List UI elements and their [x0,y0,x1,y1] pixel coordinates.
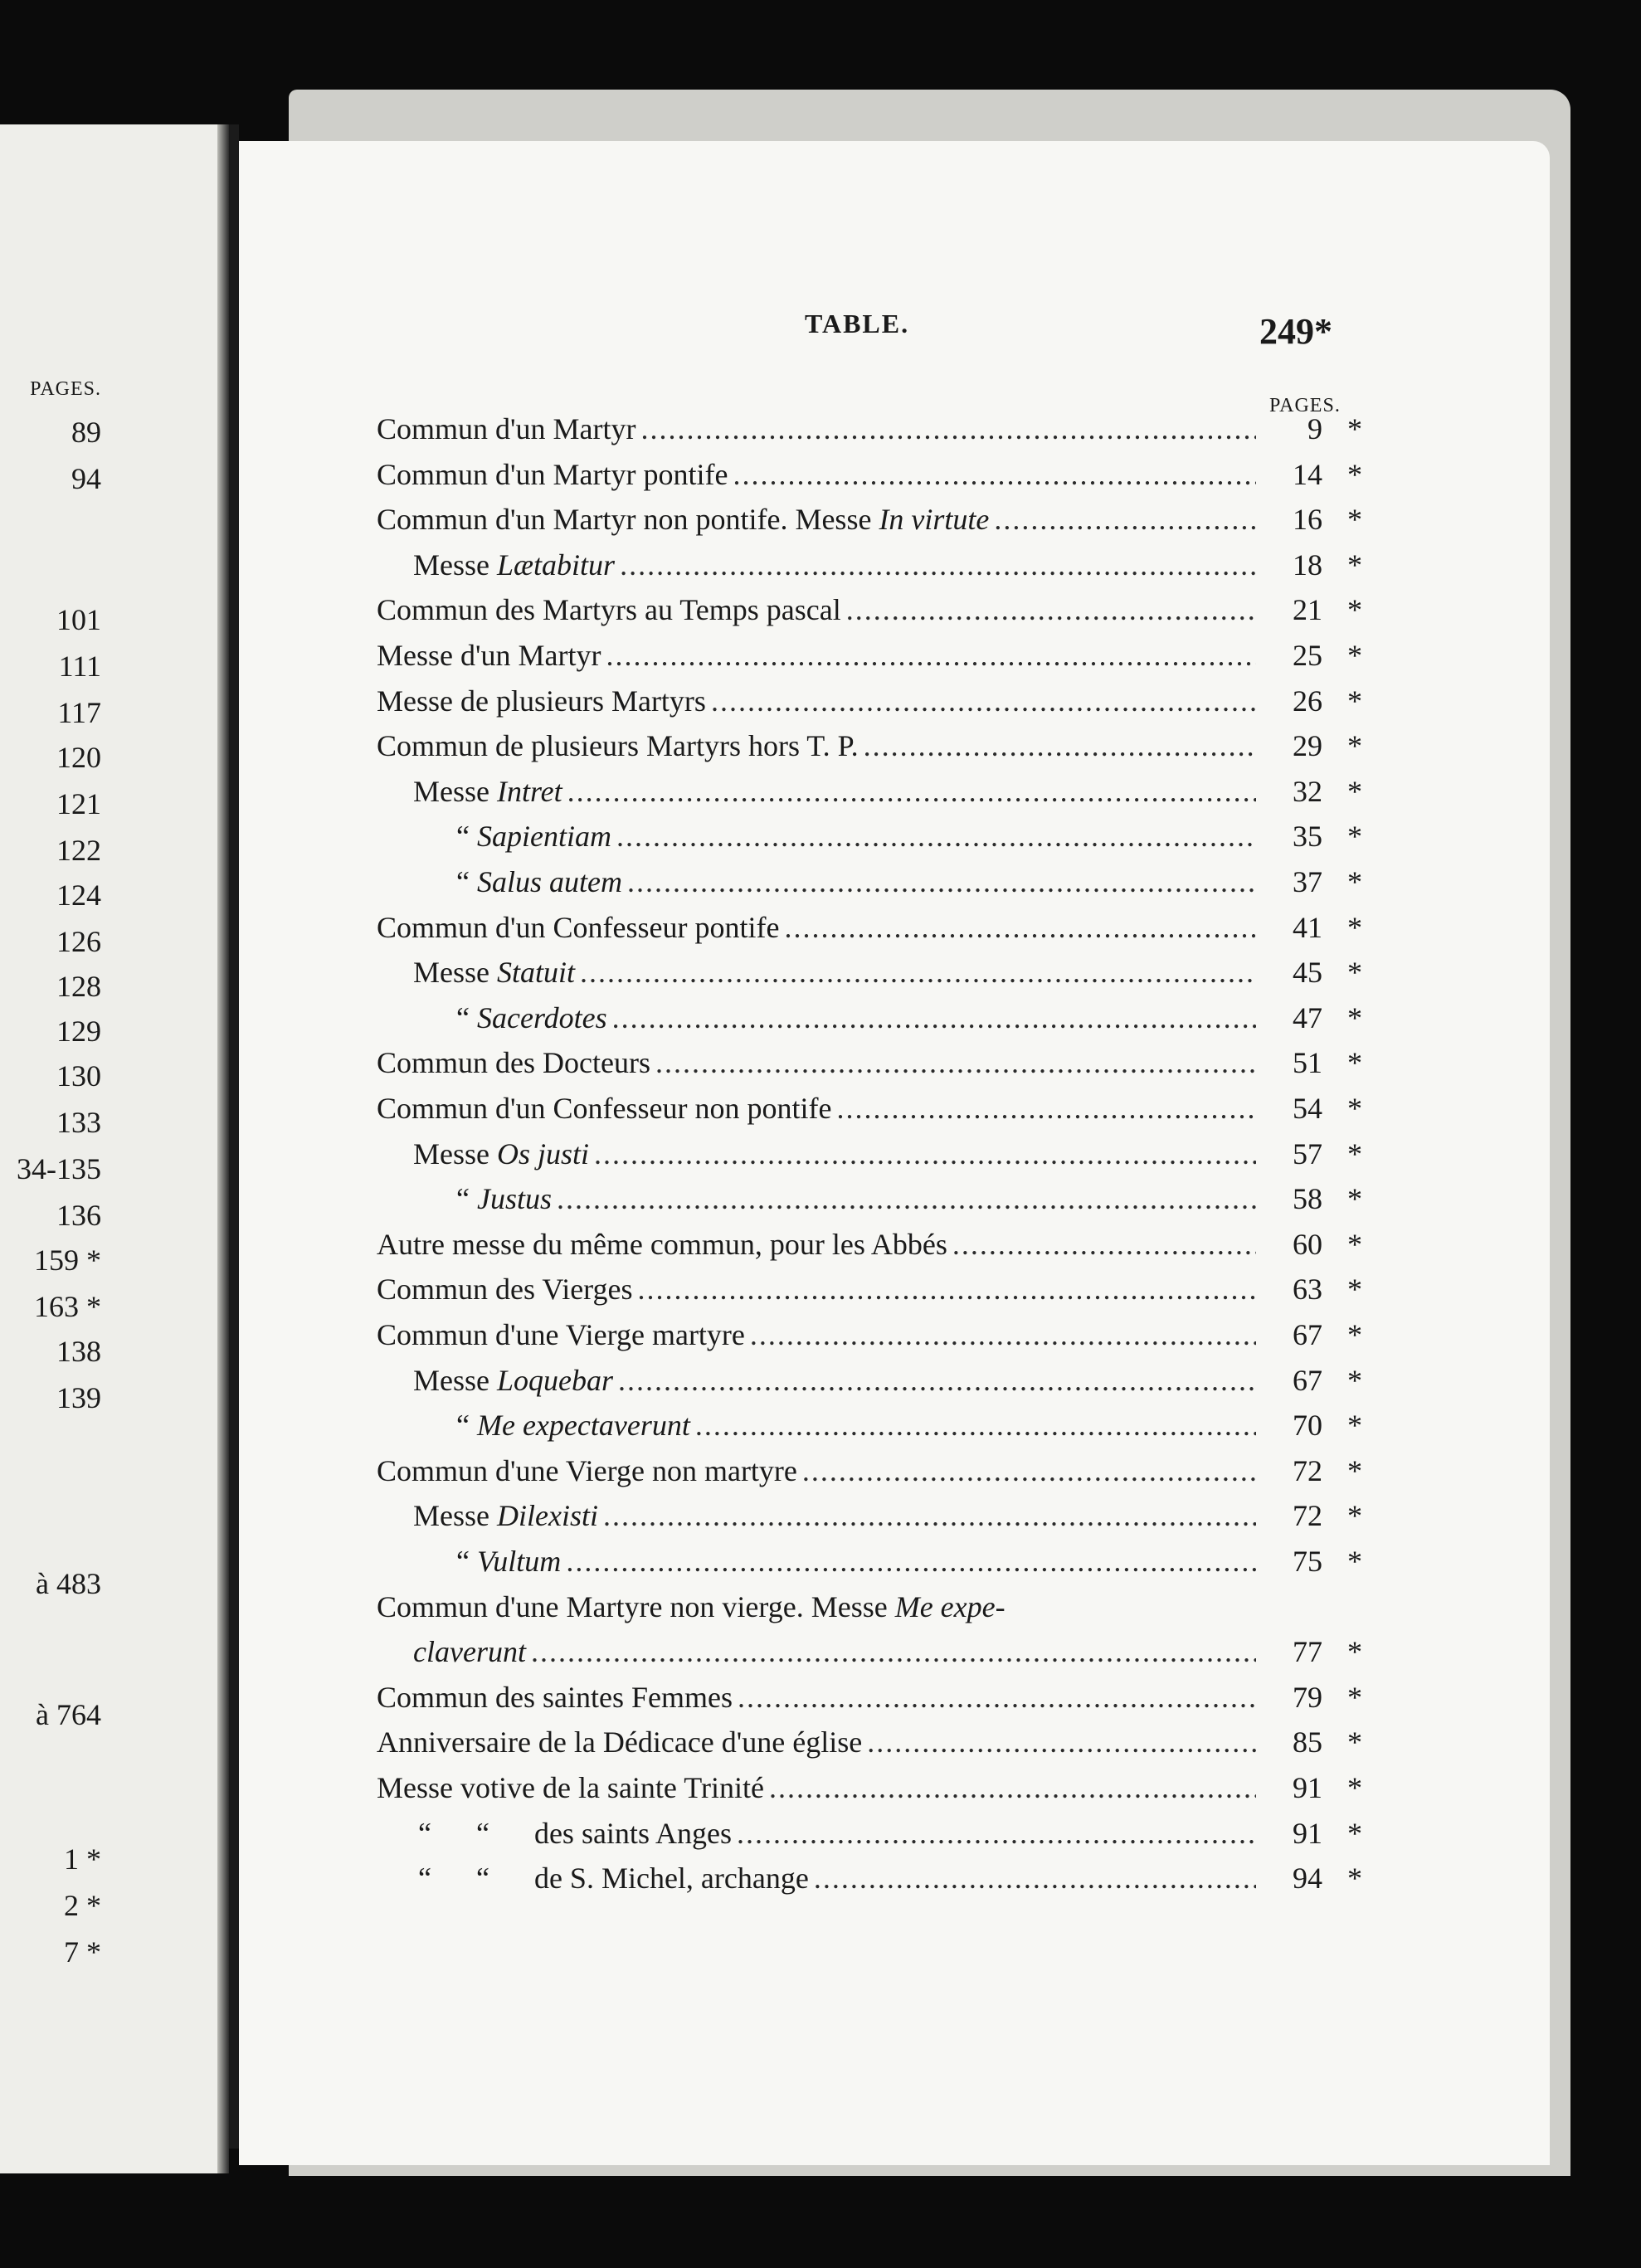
toc-page-number: 54 [1293,1092,1322,1125]
toc-entry [377,728,1372,771]
toc-entry-title [377,411,1256,446]
toc-entry [377,864,1372,908]
toc-page-number: 51 [1293,1046,1322,1080]
asterisk-marker: * [1347,639,1362,672]
toc-entry [377,910,1372,953]
asterisk-marker: * [1347,503,1362,537]
asterisk-marker: * [1347,1499,1362,1533]
toc-entry-title [377,1000,1256,1035]
dot-leader [603,1498,1256,1533]
asterisk-marker: * [1347,1092,1362,1125]
toc-entry [377,1861,1372,1904]
toc-page-number: 58 [1293,1182,1322,1216]
dot-leader [846,592,1256,627]
toc-entry-title [377,684,1256,718]
toc-entry [377,955,1372,998]
asterisk-marker: * [1347,1862,1362,1896]
toc-entry-text: “ [456,865,477,898]
toc-entry-title [377,1272,1256,1307]
toc-entry-title [377,1408,1256,1443]
left-page-number: 159 * [34,1244,101,1277]
left-page-number: 122 [56,834,101,867]
dot-leader [802,1453,1256,1488]
toc-entry-text: Messe [413,774,497,808]
toc-entry-title [377,1544,1256,1579]
toc-entry-text: Commun d'un Martyr non pontife. Messe [377,503,879,537]
toc-page-number: 67 [1293,1363,1322,1397]
toc-entry-italic: Statuit [497,956,576,990]
left-page-number: 126 [56,925,101,958]
toc-entry-text: “ “ des saints Anges [418,1816,732,1850]
toc-entry-title [377,955,1256,990]
asterisk-marker: * [1347,729,1362,763]
dot-leader [557,1181,1256,1216]
toc-entry-italic: Loquebar [497,1363,614,1397]
asterisk-marker: * [1347,593,1362,627]
dot-leader [594,1136,1256,1171]
asterisk-marker: * [1347,1816,1362,1850]
dot-leader [952,1227,1256,1262]
toc-page-number: 63 [1293,1273,1322,1307]
dot-leader [531,1634,1256,1669]
toc-entry-title [377,1861,1256,1896]
toc-page-number: 9 [1307,412,1322,445]
toc-entry-text: Commun d'un Martyr [377,412,636,445]
left-page-number: 2 * [64,1889,101,1922]
toc-entry [377,774,1372,817]
dot-leader [640,411,1256,446]
dot-leader [655,1045,1256,1080]
toc-entry-title [377,728,1256,763]
dot-leader [606,638,1256,673]
toc-entry-text: Autre messe du même commun, pour les Abbés [377,1227,947,1261]
toc-page-number: 35 [1293,820,1322,854]
toc-entry-text: “ [456,1409,477,1443]
toc-page-number: 85 [1293,1725,1322,1759]
toc-entry-text: Commun des Docteurs [377,1046,650,1080]
running-head: TABLE. [805,309,910,338]
asterisk-marker: * [1347,1409,1362,1443]
toc-entry [377,1680,1372,1723]
asterisk-marker: * [1347,1227,1362,1261]
toc-entry [377,1816,1372,1859]
toc-entry [377,1498,1372,1541]
dot-leader [733,457,1256,492]
toc-entry-italic: Lætabitur [497,548,616,582]
toc-entry-italic: Sapientiam [476,820,611,854]
asterisk-marker: * [1347,910,1362,944]
toc-entry-title [377,1725,1256,1759]
left-page-number: 34-135 [17,1152,101,1185]
left-page-number: 7 * [64,1935,101,1969]
toc-entry-title [377,1816,1256,1851]
asterisk-marker: * [1347,684,1362,718]
toc-page-number: 91 [1293,1771,1322,1804]
toc-page-number: 25 [1293,639,1322,672]
toc-entry-title [377,1317,1256,1352]
toc-entry-title [377,638,1256,673]
left-page-number: 121 [56,787,101,820]
toc-entry-text: Messe de plusieurs Martyrs [377,684,706,718]
toc-entry-title [377,1453,1256,1488]
left-page-number: 117 [57,696,101,729]
left-pages-label: PAGES. [30,378,101,400]
toc-entry-text: Anniversaire de la Dédicace d'une église [377,1725,863,1759]
toc-entry-title [377,819,1256,854]
toc-page-number: 75 [1293,1545,1322,1578]
toc-page-number: 14 [1293,457,1322,491]
toc-page-number: 29 [1293,729,1322,763]
toc-entry-title [377,1680,1256,1715]
toc-entry-text: “ [456,1182,477,1216]
toc-entry-text: Commun d'une Martyre non vierge. Messe [377,1589,895,1623]
toc-entry [377,1272,1372,1315]
toc-entry-text: “ “ de S. Michel, archange [418,1862,809,1896]
toc-entry [377,1408,1372,1451]
toc-entry-title [377,1589,1256,1624]
asterisk-marker: * [1347,1046,1362,1080]
dot-leader [994,502,1256,537]
toc-entry [377,1634,1372,1677]
toc-entry [377,1227,1372,1270]
left-page-number: 111 [58,650,101,683]
left-page-number: 128 [56,970,101,1003]
toc-entry [377,457,1372,500]
dot-leader [814,1861,1256,1896]
asterisk-marker: * [1347,1136,1362,1171]
toc-entry-italic: Me expe- [894,1589,1006,1623]
dot-leader [618,1363,1256,1398]
toc-entry-italic: Os justi [497,1136,590,1171]
asterisk-marker: * [1347,956,1362,990]
asterisk-marker: * [1347,457,1362,491]
toc-page-number: 47 [1293,1000,1322,1034]
toc-entry-title [377,910,1256,945]
toc-entry [377,819,1372,862]
toc-entry-text: “ [456,820,477,854]
asterisk-marker: * [1347,1635,1362,1669]
left-page-number: 133 [56,1106,101,1139]
toc-entry [377,592,1372,635]
toc-entry [377,1770,1372,1813]
toc-entry-text: Commun des Vierges [377,1273,633,1307]
toc-entry [377,1045,1372,1088]
toc-entry-title [377,1634,1256,1669]
toc-entry-text: Commun des saintes Femmes [377,1680,733,1714]
toc-entry-italic: Me expectaverunt [476,1409,690,1443]
toc-entry [377,502,1372,545]
asterisk-marker: * [1347,1273,1362,1307]
toc-entry [377,1136,1372,1180]
toc-entry-title [377,1136,1256,1171]
toc-entry [377,638,1372,681]
left-page-number: 124 [56,878,101,912]
asterisk-marker: * [1347,1363,1362,1397]
toc-entry [377,1091,1372,1134]
toc-entry-text: Messe [413,1499,497,1533]
dot-leader [567,774,1256,809]
toc-page-number: 21 [1293,593,1322,627]
toc-page-number: 45 [1293,956,1322,990]
toc-entry-title [377,502,1256,537]
toc-entry-text: Messe d'un Martyr [377,639,601,672]
left-page-number: 163 * [34,1290,101,1323]
toc-entry-italic: Dilexisti [497,1499,598,1533]
dot-leader [737,1816,1256,1851]
toc-entry-text: Commun d'une Vierge martyre [377,1318,745,1351]
toc-entry-title [377,1045,1256,1080]
toc-entry-title [377,457,1256,492]
left-page-number: à 483 [36,1567,101,1600]
toc-entry [377,684,1372,727]
asterisk-marker: * [1347,1182,1362,1216]
toc-entry-italic: Sacerdotes [476,1000,607,1034]
toc-entry-text: Commun d'un Confesseur non pontife [377,1092,832,1125]
dot-leader [836,1091,1256,1126]
dot-leader [612,1000,1256,1035]
asterisk-marker: * [1347,1545,1362,1578]
toc-entry-text: Messe [413,1363,497,1397]
dot-leader [711,684,1256,718]
left-page-number: 89 [71,416,101,449]
dot-leader [864,728,1256,763]
toc-entry-text: “ [456,1545,477,1578]
dot-leader [738,1680,1256,1715]
dot-leader [867,1725,1256,1759]
asterisk-marker: * [1347,1771,1362,1804]
toc-page-number: 72 [1293,1453,1322,1487]
toc-entry [377,1363,1372,1406]
toc-entry-text: Messe votive de la sainte Trinité [377,1771,764,1804]
asterisk-marker: * [1347,1453,1362,1487]
toc-entry-title [377,592,1256,627]
toc-entry [377,548,1372,591]
toc-entry-text: Messe [413,548,497,582]
toc-entry-italic: Vultum [476,1545,562,1578]
left-page-number: 94 [71,462,101,495]
toc-entry-text: “ [456,1000,477,1034]
toc-page-number: 67 [1293,1318,1322,1351]
toc-entry [377,1317,1372,1360]
toc-entry-title [377,548,1256,582]
left-page-number: 101 [56,603,101,636]
toc-entry-italic: claverunt [413,1635,526,1669]
left-page-number: 136 [56,1199,101,1232]
asterisk-marker: * [1347,865,1362,898]
toc-entry-title [377,1091,1256,1126]
dot-leader [580,955,1256,990]
dot-leader [620,548,1256,582]
toc-entry-title [377,1181,1256,1216]
asterisk-marker: * [1347,548,1362,582]
toc-entry-title [377,774,1256,809]
asterisk-marker: * [1347,1680,1362,1714]
toc-entry [377,1725,1372,1768]
toc-page-number: 32 [1293,774,1322,808]
toc-entry-italic: Salus autem [476,865,622,898]
asterisk-marker: * [1347,1318,1362,1351]
toc-entry-text: Commun d'une Vierge non martyre [377,1453,797,1487]
toc-page-number: 70 [1293,1409,1322,1443]
dot-leader [638,1272,1257,1307]
toc-entry-text: Commun des Martyrs au Temps pascal [377,593,841,627]
toc-entry-italic: Intret [497,774,562,808]
toc-page-number: 37 [1293,865,1322,898]
toc-entry-italic: In virtute [879,503,990,537]
asterisk-marker: * [1347,412,1362,445]
toc-page-number: 91 [1293,1816,1322,1850]
left-page-number: 1 * [64,1842,101,1876]
left-page-number: 138 [56,1335,101,1368]
toc-page-number: 60 [1293,1227,1322,1261]
toc-page-number: 18 [1293,548,1322,582]
left-page-number: 139 [56,1381,101,1414]
asterisk-marker: * [1347,1725,1362,1759]
toc-entry-italic: Justus [476,1182,552,1216]
page-number: 249* [1259,311,1332,352]
toc-entry [377,1181,1372,1224]
toc-entry-text: Commun de plusieurs Martyrs hors T. P. [377,729,859,763]
dot-leader [627,864,1256,899]
dot-leader [784,910,1256,945]
toc-entry [377,1544,1372,1587]
asterisk-marker: * [1347,1000,1362,1034]
toc-entry [377,1589,1372,1633]
toc-entry-text: Messe [413,956,497,990]
toc-page-number: 57 [1293,1136,1322,1171]
left-page-number: 120 [56,741,101,774]
toc-entry-title [377,1363,1256,1398]
left-page-number: 130 [56,1059,101,1093]
toc-page-number: 72 [1293,1499,1322,1533]
toc-page-number: 41 [1293,910,1322,944]
toc-page-number: 16 [1293,503,1322,537]
toc-entry [377,411,1372,455]
toc-page-number: 26 [1293,684,1322,718]
asterisk-marker: * [1347,774,1362,808]
toc-entry-title [377,1498,1256,1533]
dot-leader [750,1317,1256,1352]
left-page-number: 129 [56,1015,101,1048]
toc-page-number: 79 [1293,1680,1322,1714]
dot-leader [616,819,1256,854]
toc-page-number: 94 [1293,1862,1322,1896]
toc-entry-title [377,1770,1256,1805]
toc-entry-text: Messe [413,1136,497,1171]
toc-entry [377,1453,1372,1497]
toc-entry-title [377,1227,1256,1262]
toc-entry-text: Commun d'un Confesseur pontife [377,910,780,944]
dot-leader [566,1544,1256,1579]
dot-leader [769,1770,1256,1805]
toc-entry [377,1000,1372,1044]
pages-column-header: PAGES. [1269,395,1341,416]
toc-page-number: 77 [1293,1635,1322,1669]
toc-entry-text: Commun d'un Martyr pontife [377,457,728,491]
asterisk-marker: * [1347,820,1362,854]
left-page-number: à 764 [36,1698,101,1731]
toc-entry-title [377,864,1256,899]
dot-leader [695,1408,1256,1443]
